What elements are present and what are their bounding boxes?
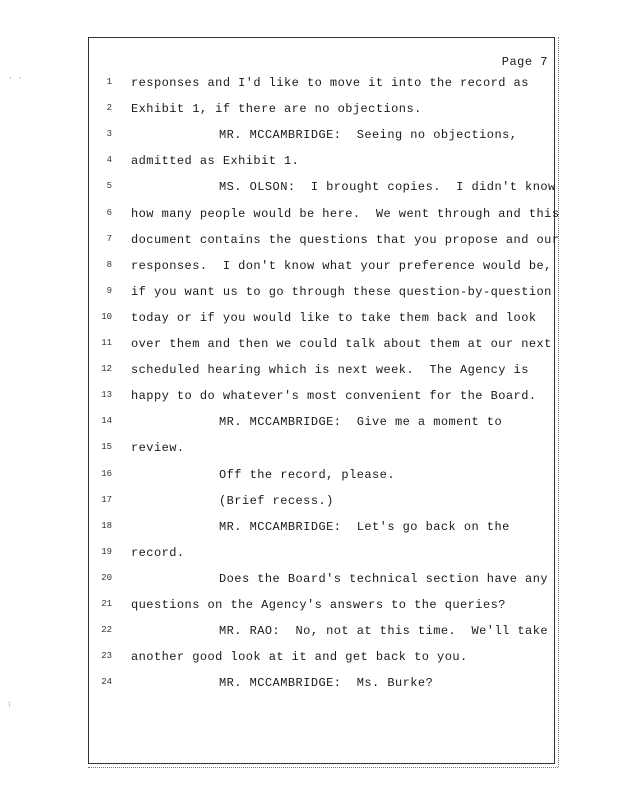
- scan-margin-mark: ⁝: [8, 701, 11, 710]
- page-number: Page 7: [501, 55, 548, 69]
- transcript-line: [0, 285, 618, 303]
- line-number: 4: [106, 155, 112, 166]
- transcript-line: [0, 389, 618, 407]
- line-number: 13: [101, 390, 112, 401]
- line-number: 11: [101, 338, 112, 348]
- line-number: 21: [101, 599, 112, 609]
- transcript-line: [0, 102, 618, 120]
- line-text: MS. OLSON: I brought copies. I didn't know: [219, 180, 556, 195]
- line-text: scheduled hearing which is next week. The Agency is: [131, 363, 529, 378]
- transcript-line: [0, 233, 618, 251]
- line-text: how many people would be here. We went through and this: [131, 206, 560, 221]
- line-text: responses. I don't know what your preference would be,: [131, 258, 552, 273]
- line-text: another good look at it and get back to you.: [131, 650, 468, 665]
- transcript-line: [0, 624, 618, 642]
- line-number: 17: [101, 494, 112, 505]
- page-border-bottom-edge: [88, 767, 558, 768]
- transcript-line: [0, 546, 618, 564]
- line-number: 22: [101, 625, 112, 636]
- line-number: 15: [101, 442, 112, 453]
- line-number: 18: [101, 520, 112, 531]
- line-text: MR. MCCAMBRIDGE: Let's go back on the: [219, 519, 510, 534]
- transcript-line: [0, 572, 618, 590]
- line-number: 16: [101, 468, 112, 479]
- line-number: 9: [106, 285, 112, 296]
- line-number: 1: [106, 77, 112, 87]
- line-number: 20: [101, 572, 112, 583]
- line-text: MR. MCCAMBRIDGE: Give me a moment to: [219, 415, 503, 430]
- line-text: today or if you would like to take them back and look: [131, 310, 537, 325]
- line-text: happy to do whatever's most convenient for the Board.: [131, 389, 537, 404]
- transcript-line: [0, 128, 618, 146]
- transcript-line: [0, 180, 618, 198]
- transcript-line: [0, 650, 618, 668]
- line-number: 7: [106, 233, 112, 244]
- transcript-line: [0, 76, 618, 94]
- line-number: 8: [106, 259, 112, 270]
- line-text: document contains the questions that you propose and our: [131, 232, 560, 247]
- transcript-line: [0, 468, 618, 486]
- line-number: 23: [101, 651, 112, 662]
- transcript-line: [0, 441, 618, 459]
- line-text: Does the Board's technical section have any: [219, 571, 549, 586]
- transcript-line: [0, 598, 618, 616]
- line-text: responses and I'd like to move it into the record as: [131, 76, 529, 90]
- line-text: Exhibit 1, if there are no objections.: [131, 102, 422, 117]
- line-number: 19: [101, 546, 112, 557]
- line-text: MR. RAO: No, not at this time. We'll take: [219, 624, 549, 639]
- transcript-line: [0, 259, 618, 277]
- line-number: 14: [101, 416, 112, 427]
- line-text: over them and then we could talk about them at our next: [131, 337, 552, 351]
- line-number: 5: [106, 181, 112, 192]
- line-text: admitted as Exhibit 1.: [131, 154, 300, 169]
- line-text: Off the record, please.: [219, 467, 395, 482]
- line-number: 10: [101, 311, 112, 322]
- line-text: MR. MCCAMBRIDGE: Seeing no objections,: [219, 128, 518, 143]
- line-text: review.: [131, 441, 185, 456]
- transcript-line: [0, 207, 618, 225]
- line-text: questions on the Agency's answers to the queries?: [131, 598, 506, 612]
- line-text: MR. MCCAMBRIDGE: Ms. Burke?: [219, 676, 434, 691]
- line-number: 24: [101, 677, 112, 688]
- transcript-line: [0, 337, 618, 355]
- transcript-line: [0, 363, 618, 381]
- line-number: 2: [106, 103, 112, 114]
- transcript-line: [0, 311, 618, 329]
- transcript-line: [0, 676, 618, 694]
- line-text: (Brief recess.): [219, 493, 334, 508]
- line-number: 12: [101, 364, 112, 375]
- transcript-line: [0, 520, 618, 538]
- transcript-line: [0, 415, 618, 433]
- scan-margin-mark: · ·: [8, 74, 23, 83]
- transcript-line: [0, 154, 618, 172]
- line-number: 3: [106, 129, 112, 140]
- line-number: 6: [106, 207, 112, 218]
- line-text: record.: [131, 545, 185, 560]
- line-text: if you want us to go through these question-by-question: [131, 284, 552, 299]
- transcript-line: [0, 494, 618, 512]
